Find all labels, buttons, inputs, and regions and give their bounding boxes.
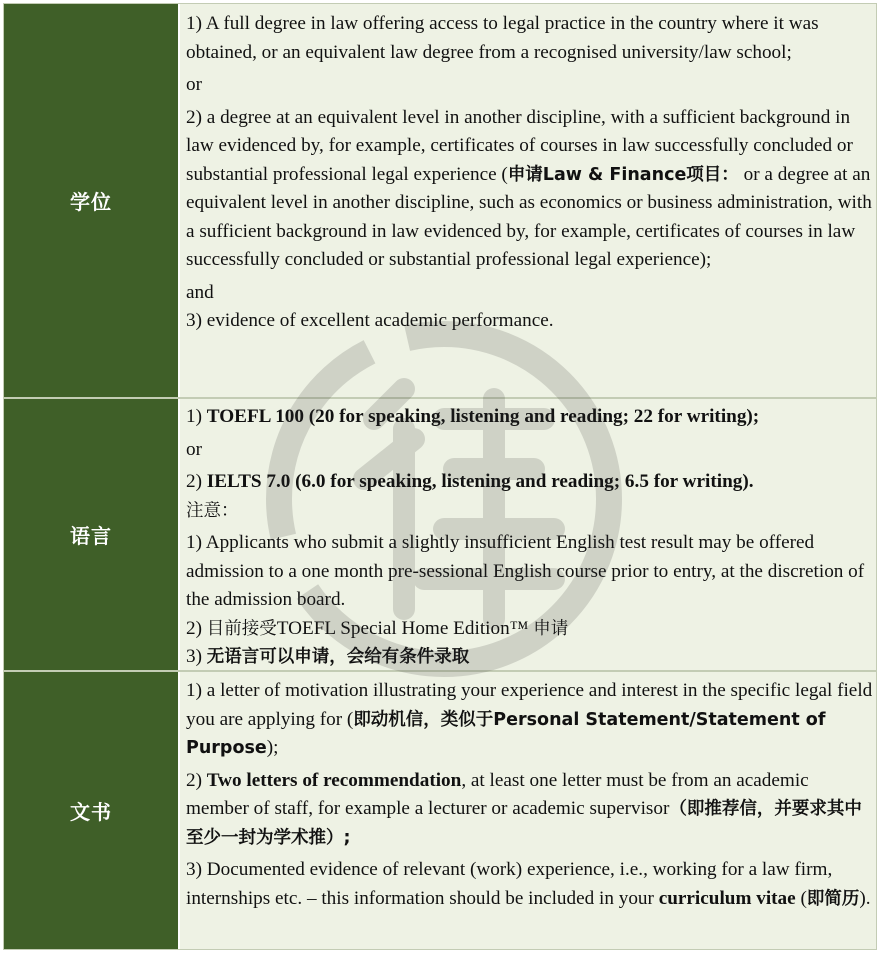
note-3-prefix: 3) xyxy=(186,646,207,667)
doc-1-text: 1) a letter of motivation illustrating your experience and interest in the specific legal field you are applying for ( xyxy=(186,680,873,730)
toefl-score: TOEFL 100 (20 for speaking, listening and reading; 22 for writing); xyxy=(206,406,760,427)
note-2-text: TOEFL Special Home Edition™ xyxy=(276,617,534,639)
ielts-requirement xyxy=(186,468,876,497)
language-note-1: 1) Applicants who submit a slightly insufficient English test result may be offered admission to a one month pre-sessional English course prior to entry, at the discretion of the admission board. xyxy=(186,532,865,610)
degree-label: 学位 xyxy=(4,4,178,397)
doc-3-cjk: 即简历 xyxy=(806,888,860,909)
doc-2-cjk: （即推荐信，并要求其中至少一封为学术推）; xyxy=(186,799,862,848)
degree-item-2 xyxy=(186,104,876,275)
language-label: 语言 xyxy=(4,399,178,670)
ielts-score: IELTS 7.0 (6.0 for speaking, listening and reading; 6.5 for writing). xyxy=(206,471,754,492)
toefl-requirement xyxy=(186,403,876,432)
doc-3-text: 3) Documented evidence of relevant (work) experience, i.e., working for a law firm, internships etc. – this information should be included in your xyxy=(186,859,833,909)
degree-item-3: 3) evidence of excellent academic performance. xyxy=(186,310,554,331)
degree-or: or xyxy=(186,74,202,95)
note-2-cjk-end: 申请 xyxy=(533,618,569,639)
note-2-prefix: 2) xyxy=(186,617,207,639)
language-content xyxy=(180,399,876,670)
degree-item-2-rest: or a degree at an equivalent level in another discipline, such as economics or business administration, with a sufficient background in law evidenced by, for example, certificates of courses in law successfully concluded or substantial professional legal experience); xyxy=(186,163,872,270)
language-or: or xyxy=(186,438,202,460)
language-note-heading: 注意： xyxy=(186,500,239,521)
degree-row xyxy=(4,4,876,397)
documents-item-2 xyxy=(186,767,876,853)
doc-2-bold: Two letters of recommendation xyxy=(206,769,462,791)
note-2-cjk: 目前接受 xyxy=(206,618,277,639)
toefl-prefix: 1) xyxy=(186,406,207,427)
degree-and: and xyxy=(186,281,214,303)
language-row xyxy=(4,399,876,670)
doc-2-prefix: 2) xyxy=(186,769,207,791)
documents-item-3 xyxy=(186,856,876,913)
language-note-3 xyxy=(186,643,876,672)
doc-3-end: ). xyxy=(859,887,871,909)
degree-item-2-bold: 申请Law & Finance项目： xyxy=(507,164,739,185)
requirements-table xyxy=(3,3,877,950)
degree-item-1: 1) A full degree in law offering access to legal practice in the country where it was obtained, or an equivalent law degree from a recognised university/law school; xyxy=(186,13,819,63)
documents-content xyxy=(180,672,876,949)
language-note-2 xyxy=(186,615,876,644)
documents-label: 文书 xyxy=(4,672,178,949)
doc-1-end: ); xyxy=(266,737,279,758)
doc-2-text: , at least one letter must be from an academic member of staff, for example a lecturer or academic supervisor xyxy=(186,769,809,819)
doc-1-bold: 即动机信，类似于Personal Statement/Statement of Purpose xyxy=(186,709,826,758)
doc-3-mid: ( xyxy=(795,887,807,909)
doc-3-bold: curriculum vitae xyxy=(658,887,796,909)
documents-row xyxy=(4,672,876,949)
note-3-bold: 无语言可以申请，会给有条件录取 xyxy=(206,647,470,667)
ielts-prefix: 2) xyxy=(186,471,207,492)
documents-item-1 xyxy=(186,677,876,763)
degree-content xyxy=(180,4,876,397)
degree-item-2-text: 2) a degree at an equivalent level in another discipline, with a sufficient background in law evidenced by, for example, certificates of courses in law successfully concluded or substantial professional legal experience ( xyxy=(186,106,853,185)
